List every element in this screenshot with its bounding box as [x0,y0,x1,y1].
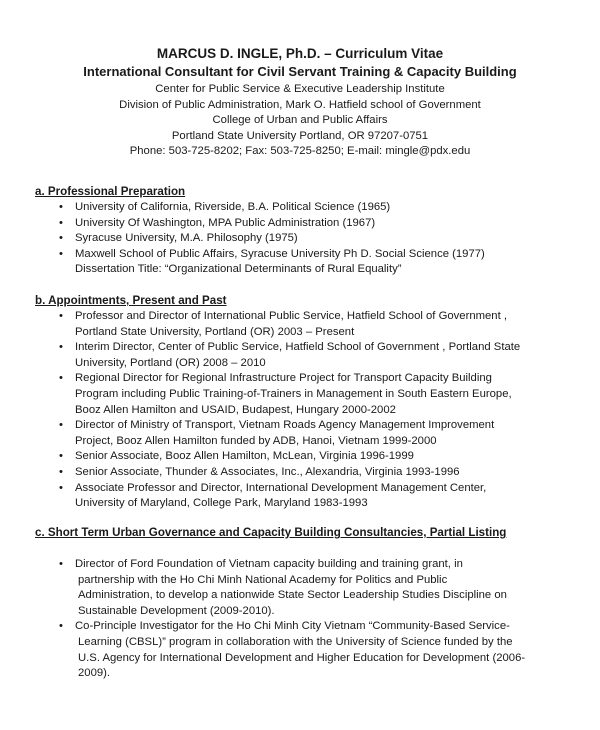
address-line: Portland State University Portland, OR 97207-0751 [171,129,429,142]
section-consultancies [35,525,595,682]
list-item-line: • University Of Washington, MPA Public Administration (1967) [75,216,376,229]
list-item [35,557,595,619]
bullet-list [35,200,595,278]
list-item-line: • Senior Associate, Booz Allen Hamilton, McLean, Virginia 1996-1999 [75,450,414,463]
list-item [35,418,595,449]
list-item-line: • Director of Ford Foundation of Vietnam capacity building and training grant, in [75,558,463,570]
section-appointments [35,293,595,512]
section-heading: b. Appointments, Present and Past [35,294,227,307]
list-item-line: • Co-Principle Investigator for the Ho Chi Minh City Vietnam “Community-Based Service- [75,620,510,633]
list-item [35,449,595,465]
list-item-line: • Regional Director for Regional Infrastructure Project for Transport Capacity Building [75,372,492,385]
bullet-list [35,557,595,682]
list-item-line: Administration, to develop a nationwide State Sector Leadership Studies Discipline on [78,589,507,602]
list-item-line: • Professor and Director of International Public Service, Hatfield School of Government , [75,310,508,322]
list-item [35,247,595,278]
list-item-line: University, Portland (OR) 2008 – 2010 [75,356,266,369]
list-item [35,216,595,232]
list-item [35,465,595,481]
cv-subtitle: International Consultant for Civil Servant Training & Capacity Building [83,64,517,79]
section-professional-preparation [35,184,595,278]
list-item-line: • Associate Professor and Director, International Development Management Center, [75,481,487,494]
list-item-line: Project, Booz Allen Hamilton funded by ADB, Hanoi, Vietnam 1999-2000 [75,434,437,447]
contact-line: Phone: 503-725-8202; Fax: 503-725-8250; E-mail: mingle@pdx.edu [129,145,471,157]
list-item-line: • Maxwell School of Public Affairs, Syracuse University Ph D. Social Science (1977) [75,247,485,260]
list-item [35,371,595,418]
section-heading: a. Professional Preparation [35,185,186,198]
list-item [35,200,595,216]
address-line: Division of Public Administration, Mark O. Hatfield school of Government [119,98,481,111]
list-item-line: Dissertation Title: “Organizational Determinants of Rural Equality” [75,263,402,276]
bullet-list [35,309,595,512]
list-item [35,481,595,512]
list-item-line: • University of California, Riverside, B.A. Political Science (1965) [75,201,391,213]
list-item-line: University of Maryland, College Park, Maryland 1983-1993 [75,497,368,510]
list-item-line: • Syracuse University, M.A. Philosophy (1975) [75,232,298,245]
address-line: College of Urban and Public Affairs [212,114,388,126]
list-item [35,340,595,371]
list-item [35,619,595,681]
list-item [35,231,595,247]
list-item-line: Learning (CBSL)” program in collaboration with the University of Science funded by the [78,635,513,648]
contact-block [0,82,600,160]
list-item-line: Booz Allen Hamilton and USAID, Budapest, Hungary 2000-2002 [75,403,396,416]
section-heading: c. Short Term Urban Governance and Capacity Building Consultancies, Partial Listing [35,526,507,539]
list-item-line: • Senior Associate, Thunder & Associates, Inc., Alexandria, Virginia 1993-1996 [75,465,460,478]
list-item-line: U.S. Agency for International Development and Higher Education for Development (2006- [78,651,526,664]
list-item-line: • Interim Director, Center of Public Service, Hatfield School of Government , Portland State [75,341,521,354]
list-item-line: Sustainable Development (2009-2010). [78,604,275,617]
cv-title: MARCUS D. INGLE, Ph.D. – Curriculum Vitae [156,46,444,61]
list-item-line: 2009). [78,667,111,680]
list-item-line: partnership with the Ho Chi Minh National Academy for Politics and Public [78,573,448,586]
list-item-line: Program including Public Training-of-Trainers in Management in South Eastern Europe, [75,387,512,400]
address-line: Center for Public Service & Executive Leadership Institute [155,83,445,95]
list-item-line: Portland State University, Portland (OR) 2003 – Present [75,325,355,338]
list-item [35,309,595,340]
list-item-line: • Director of Ministry of Transport, Vietnam Roads Agency Management Improvement [75,419,495,432]
